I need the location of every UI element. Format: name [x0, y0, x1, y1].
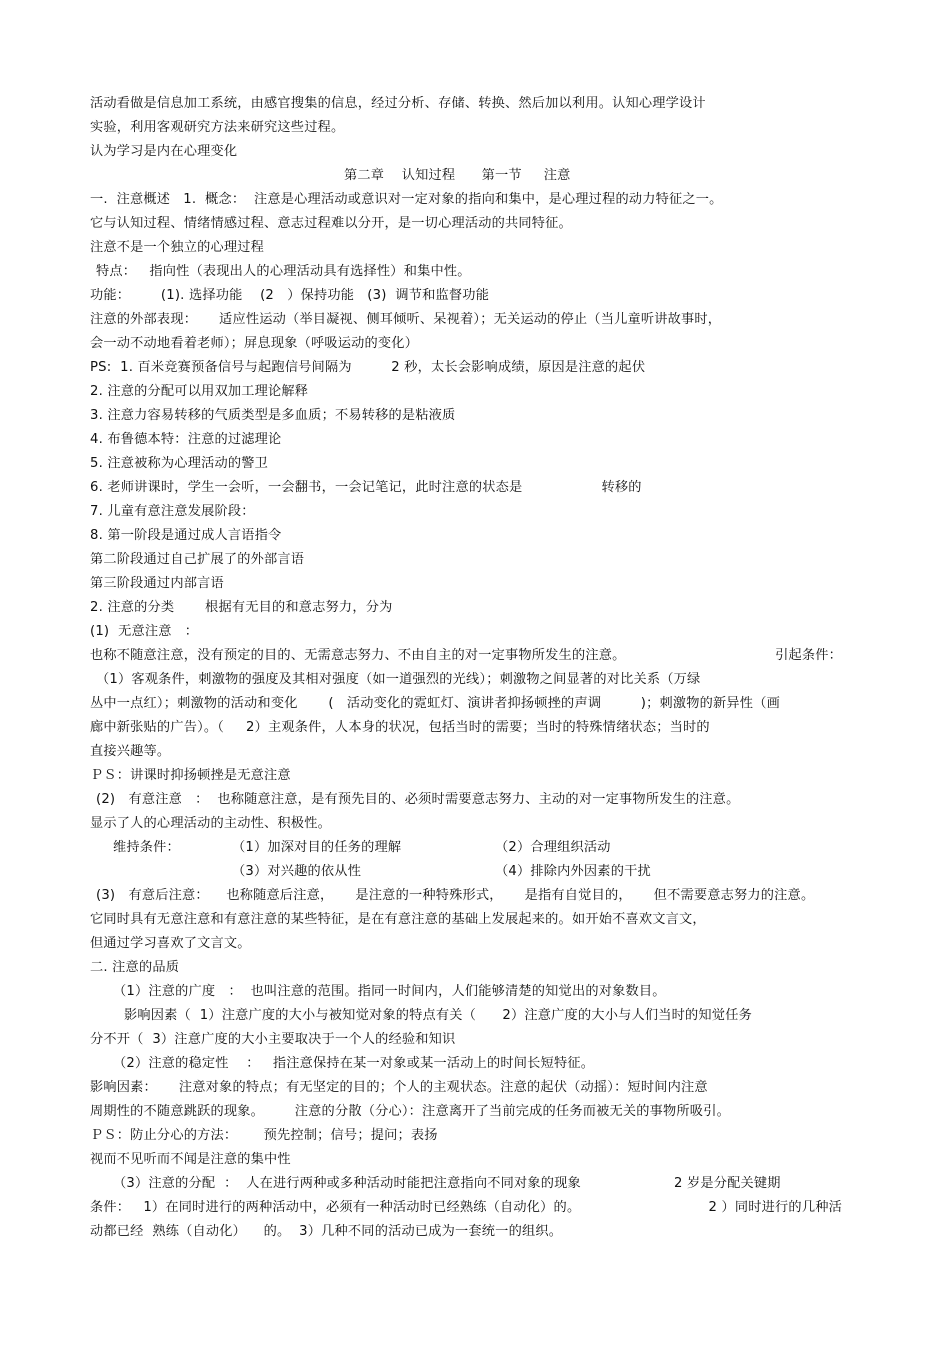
text-line: （3）注意的分配 ： 人在进行两种或多种活动时能把注意指向不同对象的现象: [113, 1176, 581, 1191]
text-line: 注意不是一个独立的心理过程: [90, 240, 265, 255]
text-line: （2）合理组织活动: [495, 840, 611, 855]
text-line: 功能： (1). 选择功能 (2 ）保持功能 (3) 调节和监督功能: [90, 288, 490, 303]
text-line: 它与认知过程、情绪情感过程、意志过程难以分开，是一切心理活动的共同特征。: [90, 216, 572, 231]
text-line: 6. 老师讲课时，学生一会听，一会翻书，一会记笔记，此时注意的状态是 转移的: [90, 480, 642, 495]
text-line: 分不开（ 3）注意广度的大小主要取决于一个人的经验和知识: [90, 1032, 456, 1047]
text-line: 引起条件：: [775, 648, 842, 663]
text-line: 2. 注意的分配可以用双加工理论解释: [90, 384, 309, 399]
text-line: 影响因素： 注意对象的特点；有无坚定的目的；个人的主观状态。注意的起伏（动摇）：短时间内注意: [90, 1080, 708, 1095]
text-line: （1）加深对目的任务的理解: [232, 840, 402, 855]
section-heading: 二. 注意的品质: [90, 960, 180, 975]
text-line: 它同时具有无意注意和有意注意的某些特征，是在有意注意的基础上发展起来的。如开始不喜欢文言文，: [90, 912, 706, 927]
text-line: ＰＳ：防止分心的方法： 预先控制；信号；提问；表扬: [90, 1128, 438, 1143]
text-line: 但通过学习喜欢了文言文。: [90, 936, 251, 951]
text-line: 丛中一点红）；刺激物的活动和变化 ( 活动变化的霓虹灯、演讲者抑扬顿挫的声调 )；刺激物的新异性（画: [90, 696, 780, 711]
text-line: 活动看做是信息加工系统，由感官搜集的信息，经过分析、存储、转换、然后加以利用。认知心理学设计: [90, 96, 706, 111]
text-line: 第二阶段通过自己扩展了的外部言语: [90, 552, 305, 567]
text-line: 2 ）同时进行的几种活: [708, 1200, 842, 1215]
text-line: （1）注意的广度 ： 也叫注意的范围。指同一时间内，人们能够清楚的知觉出的对象数目。: [113, 984, 666, 999]
text-line: 特点： 指向性（表现出人的心理活动具有选择性）和集中性。: [96, 264, 471, 279]
text-line: 显示了人的心理活动的主动性、积极性。: [90, 816, 331, 831]
text-line: 5. 注意被称为心理活动的警卫: [90, 456, 269, 471]
text-line: 7. 儿童有意注意发展阶段：: [90, 504, 255, 519]
text-line: 会一动不动地看着老师）；屏息现象（呼吸运动的变化）: [90, 336, 419, 351]
text-line: (3) 有意后注意： 也称随意后注意， 是注意的一种特殊形式， 是指有自觉目的， 但不需要意志努力的注意。: [96, 888, 815, 903]
text-line: 影响因素（ 1）注意广度的大小与被知觉对象的特点有关（ 2）注意广度的大小与人们当时的知觉任务: [124, 1008, 752, 1023]
text-line: 周期性的不随意跳跃的现象。 注意的分散（分心）：注意离开了当前完成的任务而被无关的事物所吸引。: [90, 1104, 730, 1119]
text-line: 也称不随意注意，没有预定的目的、无需意志努力、不由自主的对一定事物所发生的注意。: [90, 648, 626, 663]
text-line: (1) 无意注意 ：: [90, 624, 199, 639]
text-line: （3）对兴趣的依从性: [232, 864, 362, 879]
text-line: 第三阶段通过内部言语: [90, 576, 224, 591]
text-line: 直接兴趣等。: [90, 744, 171, 759]
text-line: 2 岁是分配关键期: [674, 1176, 781, 1191]
text-line: 2. 注意的分类 根据有无目的和意志努力，分为: [90, 600, 393, 615]
text-line: 实验，利用客观研究方法来研究这些过程。: [90, 120, 345, 135]
text-line: 3. 注意力容易转移的气质类型是多血质；不易转移的是粘液质: [90, 408, 456, 423]
text-line: (2) 有意注意 ： 也称随意注意，是有预先目的、必须时需要意志努力、主动的对一定事物所发生的注意。: [96, 792, 740, 807]
text-line: 视而不见听而不闻是注意的集中性: [90, 1152, 291, 1167]
text-line: （2）注意的稳定性 ： 指注意保持在某一对象或某一活动上的时间长短特征。: [113, 1056, 595, 1071]
text-line: ＰＳ：讲课时抑扬顿挫是无意注意: [90, 768, 291, 783]
text-line: （1）客观条件，刺激物的强度及其相对强度（如一道强烈的光线）；刺激物之间显著的对比关系（万绿: [96, 672, 701, 687]
text-line: 4. 布鲁德本特：注意的过滤理论: [90, 432, 282, 447]
text-line: 认为学习是内在心理变化: [90, 144, 238, 159]
text-line: 条件： 1）在同时进行的两种活动中，必须有一种活动时已经熟练（自动化）的。: [90, 1200, 581, 1215]
text-line: 动都已经 熟练（自动化） 的。 3）几种不同的活动已成为一套统一的组织。: [90, 1224, 563, 1239]
text-line: 8. 第一阶段是通过成人言语指令: [90, 528, 282, 543]
text-line: 注意的外部表现： 适应性运动（举目凝视、侧耳倾听、呆视着）；无关运动的停止（当儿童听讲故事时，: [90, 312, 722, 327]
text-line: 维持条件：: [113, 840, 180, 855]
text-line: 廊中新张贴的广告）。（ 2）主观条件，人本身的状况，包括当时的需要；当时的特殊情绪状态；当时的: [90, 720, 710, 735]
text-line: （4）排除内外因素的干扰: [495, 864, 651, 879]
text-line: 一. 注意概述 1. 概念： 注意是心理活动或意识对一定对象的指向和集中，是心理过程的动力特征之一。: [90, 192, 723, 207]
text-line: PS: 1. 百米竞赛预备信号与起跑信号间隔为 2 秒，太长会影响成绩，原因是注意的起伏: [90, 360, 646, 375]
chapter-heading: 第二章 认知过程 第一节 注意: [344, 168, 571, 183]
